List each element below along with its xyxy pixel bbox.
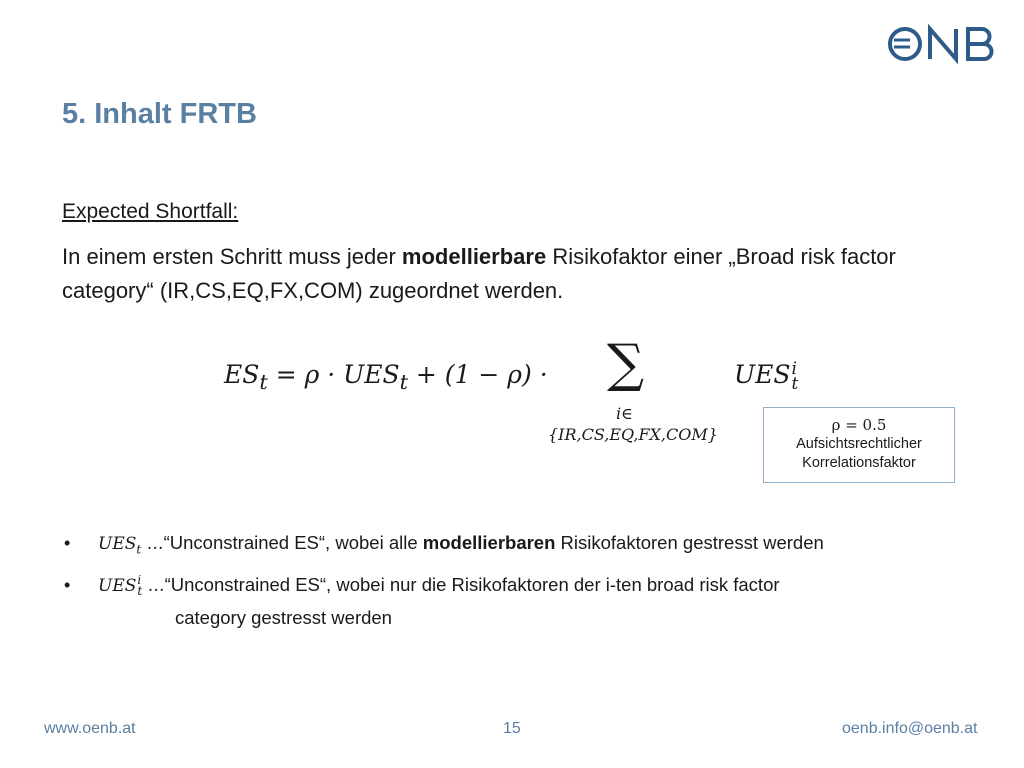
page-title: 5. Inhalt FRTB [62,98,257,130]
rho-value: ρ = 0.5 [831,416,887,434]
bullet1-bold: modellierbaren [422,532,556,553]
sum-index-line1: i∈ [616,404,633,423]
subheading: Expected Shortfall: [62,200,239,223]
bullet-item-2 [98,570,780,601]
intro-paragraph [62,240,982,308]
bullet1-sub: t [136,542,142,557]
formula-rhs: UES [734,360,791,389]
formula-rhs-sub: t [791,373,799,394]
bullet1-text-pre: “Unconstrained ES“, wobei alle [163,532,423,553]
bullet2-symbol: UES [98,576,137,596]
paragraph-text-1: In einem ersten Schritt muss jeder [62,244,402,269]
note-line-2: Korrelationsfaktor [802,455,916,471]
sum-index-line2: {IR,CS,EQ,FX,COM} [548,425,718,444]
bullet-item-1 [98,528,824,565]
note-line-1: Aufsichtsrechtlicher [796,436,922,452]
bullet1-ellipsis: … [141,534,164,554]
oenb-logo-icon [886,24,998,64]
formula-lhs-sub: t [259,370,268,394]
bullet1-symbol: UES [98,534,137,554]
correlation-note-box [763,407,955,483]
page-number: 15 [503,720,521,737]
formula-mid: + (1 − ρ) · [407,360,548,389]
bullet-marker-1: • [64,533,71,553]
bullet-item-2-continued: category gestresst werden [175,607,392,628]
bullet2-ellipsis: … [142,576,165,596]
paragraph-text-2: Risikofaktor einer „Broad risk factor category“ (IR,CS,EQ,FX,COM) zugeordnet werden. [62,244,896,303]
formula-right [734,360,798,392]
formula-eq-sub: t [399,370,408,394]
sum-symbol: ∑ [607,334,645,394]
formula-left [224,360,548,394]
formula-rhs-sup: i [791,358,797,379]
bullet1-text-post: Risikofaktoren gestresst werden [555,532,824,553]
formula-eq: = ρ · UES [267,360,400,389]
formula-lhs: ES [224,360,260,389]
bullet2-sup: i [137,573,142,588]
bullet2-sub: t [137,584,143,599]
bullet2-text-line1: “Unconstrained ES“, wobei nur die Risikofaktoren der i-ten broad risk factor [164,574,780,595]
logo-text [998,24,999,25]
footer-website-link[interactable]: www.oenb.at [44,720,136,737]
bullet-marker-2: • [64,575,71,595]
footer-email-link[interactable]: oenb.info@oenb.at [842,720,978,737]
oenb-logo [886,24,998,64]
paragraph-bold: modellierbare [401,244,547,269]
